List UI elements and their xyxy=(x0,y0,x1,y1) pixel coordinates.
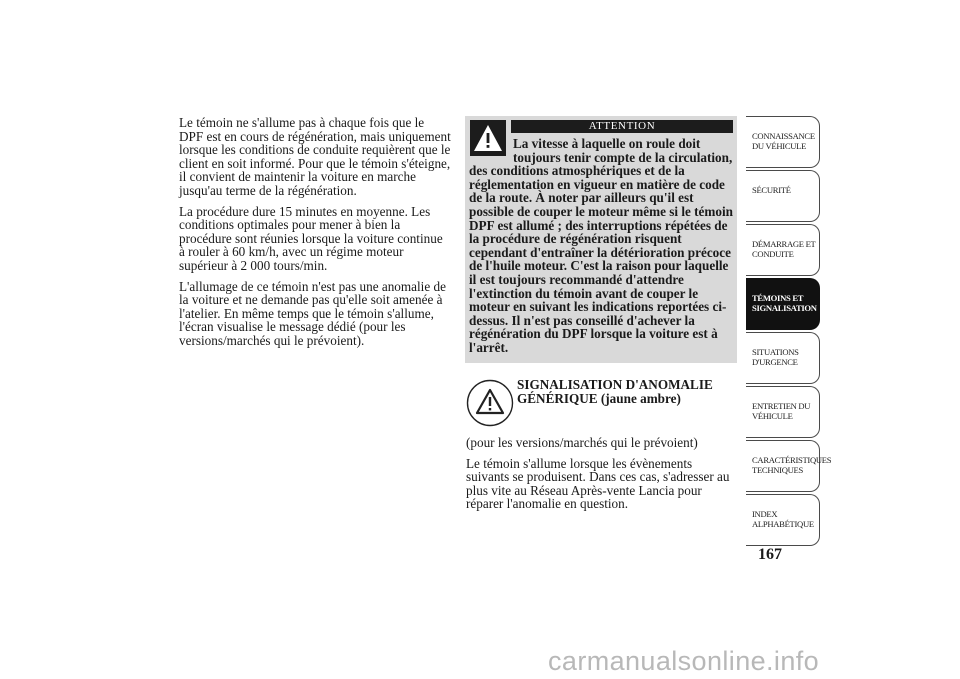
watermark: carmanualsonline.info xyxy=(548,646,820,676)
tab-label: DÉMARRAGE ET CONDUITE xyxy=(752,239,816,259)
tab-label: SITUATIONS D'URGENCE xyxy=(752,347,799,367)
attention-body: La vitesse à laquelle on roule doit toujours tenir compte de la circulation, des conditions atmosphériques et de la réglementation en vigueur en matière de code de la route. À noter par ailleurs qu'il est possible de couper le moteur même si le témoin DPF est allumé ; des interruptions répétées de la procédure de régénération risquent cependant d'entraîner la détérioration précoce de l'huile moteur. C'est la raison pour laquelle il est toujours recommandé d'attendre l'extinction du témoin avant de couper le moteur en suivant les indications reportées ci-dessus. Il n'est pas conseillé d'achever la régénération du DPF lorsque la voiture est à l'arrêt. xyxy=(469,136,733,355)
signal-section xyxy=(466,436,738,518)
tab-label: TÉMOINS ET SIGNALISATION xyxy=(752,293,817,313)
attention-text xyxy=(469,137,733,355)
tab-index[interactable] xyxy=(746,494,820,546)
tab-caracteristiques[interactable] xyxy=(746,440,832,492)
chapter-tabs xyxy=(746,116,832,548)
tab-connaissance[interactable] xyxy=(746,116,820,168)
tab-temoins[interactable] xyxy=(746,278,820,330)
left-column xyxy=(179,116,451,355)
general-fault-warning-icon xyxy=(466,379,514,427)
tab-entretien[interactable] xyxy=(746,386,820,438)
paragraph: (pour les versions/marchés qui le prévoient) xyxy=(466,435,698,450)
tab-securite[interactable] xyxy=(746,170,820,222)
tab-label: SÉCURITÉ xyxy=(752,185,791,195)
paragraph: Le témoin s'allume lorsque les évènements suivants se produisent. Dans ces cas, s'adresser au plus vite au Réseau Après-vente Lancia pour réparer l'anomalie en question. xyxy=(466,455,730,512)
tab-label: CONNAISSANCE DU VÉHICULE xyxy=(752,131,815,151)
tab-demarrage[interactable] xyxy=(746,224,820,276)
paragraph: L'allumage de ce témoin n'est pas une anomalie de la voiture et ne demande pas qu'elle soit amenée à l'atelier. En même temps que le témoin s'allume, l'écran visualise le message dédié (pour les versions/marchés qui le prévoient). xyxy=(179,278,446,348)
attention-header: ATTENTION xyxy=(511,120,733,133)
tab-label: ENTRETIEN DU VÉHICULE xyxy=(752,401,811,421)
page-number: 167 xyxy=(758,546,782,563)
tab-label: INDEX ALPHABÉTIQUE xyxy=(752,509,814,529)
paragraph: Le témoin ne s'allume pas à chaque fois que le DPF est en cours de régénération, mais uniquement lorsque les conditions de conduite requièrent que le client en soit informé. Pour que le témoin s'éteigne, il convient de maintenir la voiture en marche jusqu'au terme de la régénération. xyxy=(179,115,451,198)
tab-situations[interactable] xyxy=(746,332,820,384)
section-title: SIGNALISATION D'ANOMALIE GÉNÉRIQUE (jaune ambre) xyxy=(517,377,713,406)
attention-box xyxy=(465,116,737,363)
tab-label: CARACTÉRISTIQUES TECHNIQUES xyxy=(752,455,832,475)
paragraph: La procédure dure 15 minutes en moyenne. Les conditions optimales pour mener à bien la procédure sont réunies lorsque la voiture continue à rouler à 60 km/h, avec un régime moteur supérieur à 2 000 tours/min. xyxy=(179,203,443,273)
